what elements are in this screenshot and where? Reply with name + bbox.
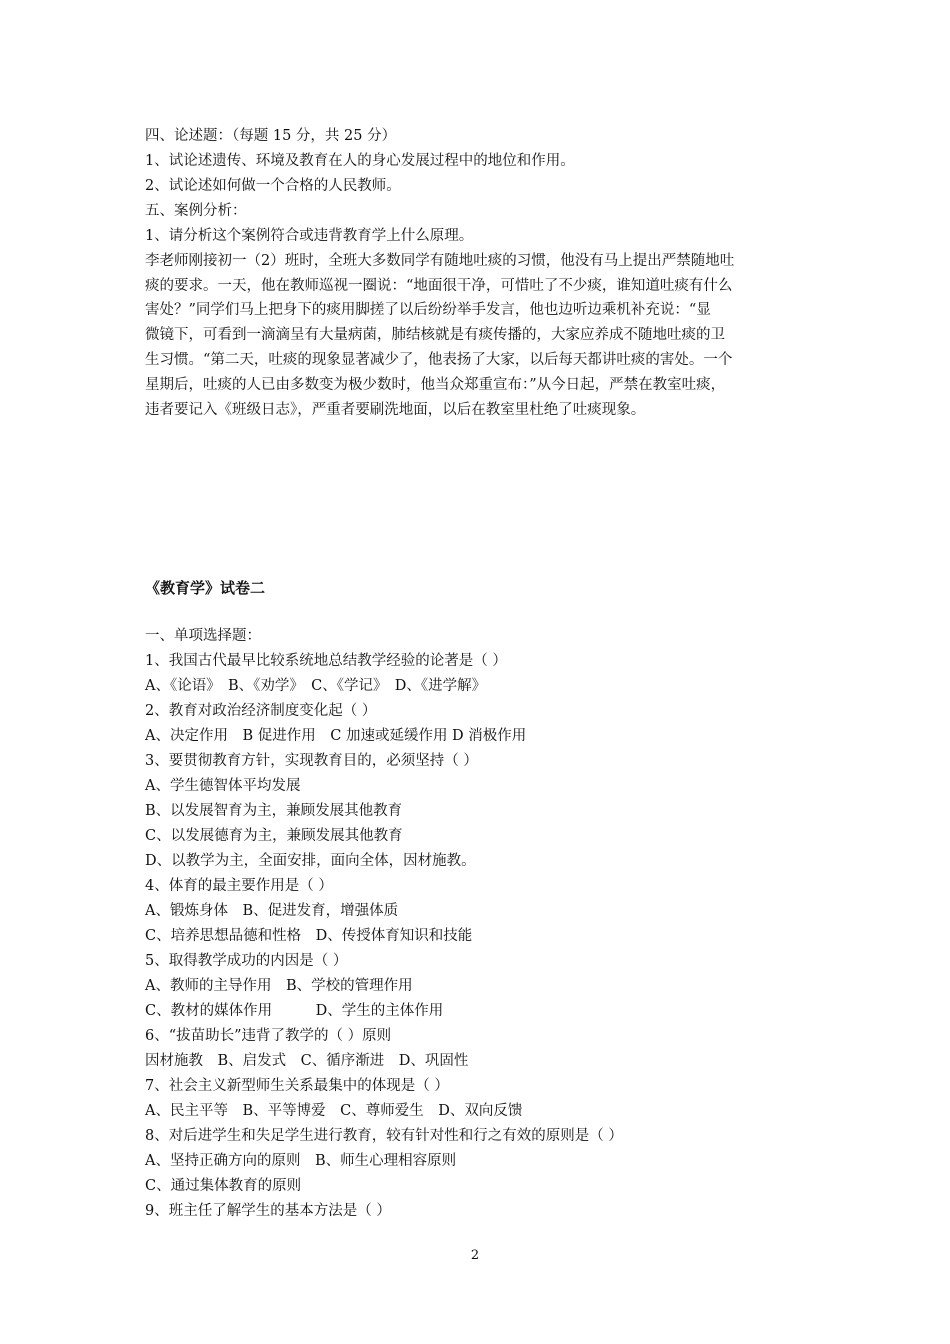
exam-line: A、《论语》 B、《劝学》 C、《学记》 D、《进学解》 (145, 678, 487, 694)
exam-line: 1、我国古代最早比较系统地总结教学经验的论著是（ ） (145, 653, 507, 669)
page-number: 2 (470, 1248, 480, 1263)
case-line: 星期后，吐痰的人已由多数变为极少数时，他当众郑重宣布：”从今日起，严禁在教室吐痰， (145, 377, 726, 393)
question-5-1: 1、请分析这个案例符合或违背教育学上什么原理。 (145, 228, 474, 244)
exam-line: 3、要贯彻教育方针，实现教育目的，必须坚持（ ） (145, 753, 478, 769)
exam-line: 5、取得教学成功的内因是（ ） (145, 953, 348, 969)
case-line: 违者要记入《班级日志》，严重者要刷洗地面，以后在教室里杜绝了吐痰现象。 (145, 402, 646, 418)
case-line: 生习惯。“第二天，吐痰的现象显著减少了，他表扬了大家，以后每天都讲吐痰的害处。一个 (145, 352, 733, 368)
exam-line: 因材施教 B、启发式 C、循序渐进 D、巩固性 (145, 1053, 469, 1069)
section4-heading: 四、论述题：（每题 15 分，共 25 分） (145, 128, 397, 144)
exam-line: A、民主平等 B、平等博爱 C、尊师爱生 D、双向反馈 (145, 1103, 523, 1119)
case-line: 微镜下，可看到一滴滴呈有大量病菌，肺结核就是有痰传播的，大家应养成不随地吐痰的卫 (145, 327, 725, 343)
exam-line: B、以发展智育为主，兼顾发展其他教育 (145, 803, 403, 819)
exam-line: C、教材的媒体作用 D、学生的主体作用 (145, 1003, 444, 1019)
question-4-1: 1、试论述遗传、环境及教育在人的身心发展过程中的地位和作用。 (145, 153, 575, 169)
exam-title: 《教育学》试卷二 (145, 579, 266, 597)
question-4-2: 2、试论述如何做一个合格的人民教师。 (145, 178, 401, 194)
exam-line: 4、体育的最主要作用是（ ） (145, 878, 333, 894)
exam-line: 一、单项选择题： (145, 628, 261, 644)
exam-line: 6、“拔苗助长”违背了教学的（ ）原则 (145, 1028, 392, 1044)
exam-line: A、教师的主导作用 B、学校的管理作用 (145, 978, 413, 994)
exam-line: C、以发展德育为主，兼顾发展其他教育 (145, 828, 403, 844)
exam-line: A、决定作用 B 促进作用 C 加速或延缓作用 D 消极作用 (145, 728, 527, 744)
exam-line: 9、班主任了解学生的基本方法是（ ） (145, 1203, 391, 1219)
exam-line: C、通过集体教育的原则 (145, 1178, 302, 1194)
exam-line: 7、社会主义新型师生关系最集中的体现是（ ） (145, 1078, 449, 1094)
section5-heading: 五、案例分析： (145, 203, 247, 219)
exam-line: 8、对后进学生和失足学生进行教育，较有针对性和行之有效的原则是（ ） (145, 1128, 623, 1144)
exam-line: A、坚持正确方向的原则 B、师生心理相容原则 (145, 1153, 457, 1169)
exam-line: A、学生德智体平均发展 (145, 778, 301, 794)
case-line: 李老师刚接初一（2）班时，全班大多数同学有随地吐痰的习惯，他没有马上提出严禁随地吐 (145, 253, 735, 269)
case-line: 痰的要求。一天，他在教师巡视一圈说：“地面很干净，可惜吐了不少痰，谁知道吐痰有什么 (145, 278, 733, 294)
exam-line: D、以教学为主，全面安排，面向全体，因材施教。 (145, 853, 476, 869)
exam-line: C、培养思想品德和性格 D、传授体育知识和技能 (145, 928, 473, 944)
case-line: 害处？”同学们马上把身下的痰用脚搓了以后纷纷举手发言，他也边听边乘机补充说：“显 (145, 302, 711, 318)
exam-line: 2、教育对政治经济制度变化起（ ） (145, 703, 377, 719)
exam-line: A、锻炼身体 B、促进发育，增强体质 (145, 903, 399, 919)
